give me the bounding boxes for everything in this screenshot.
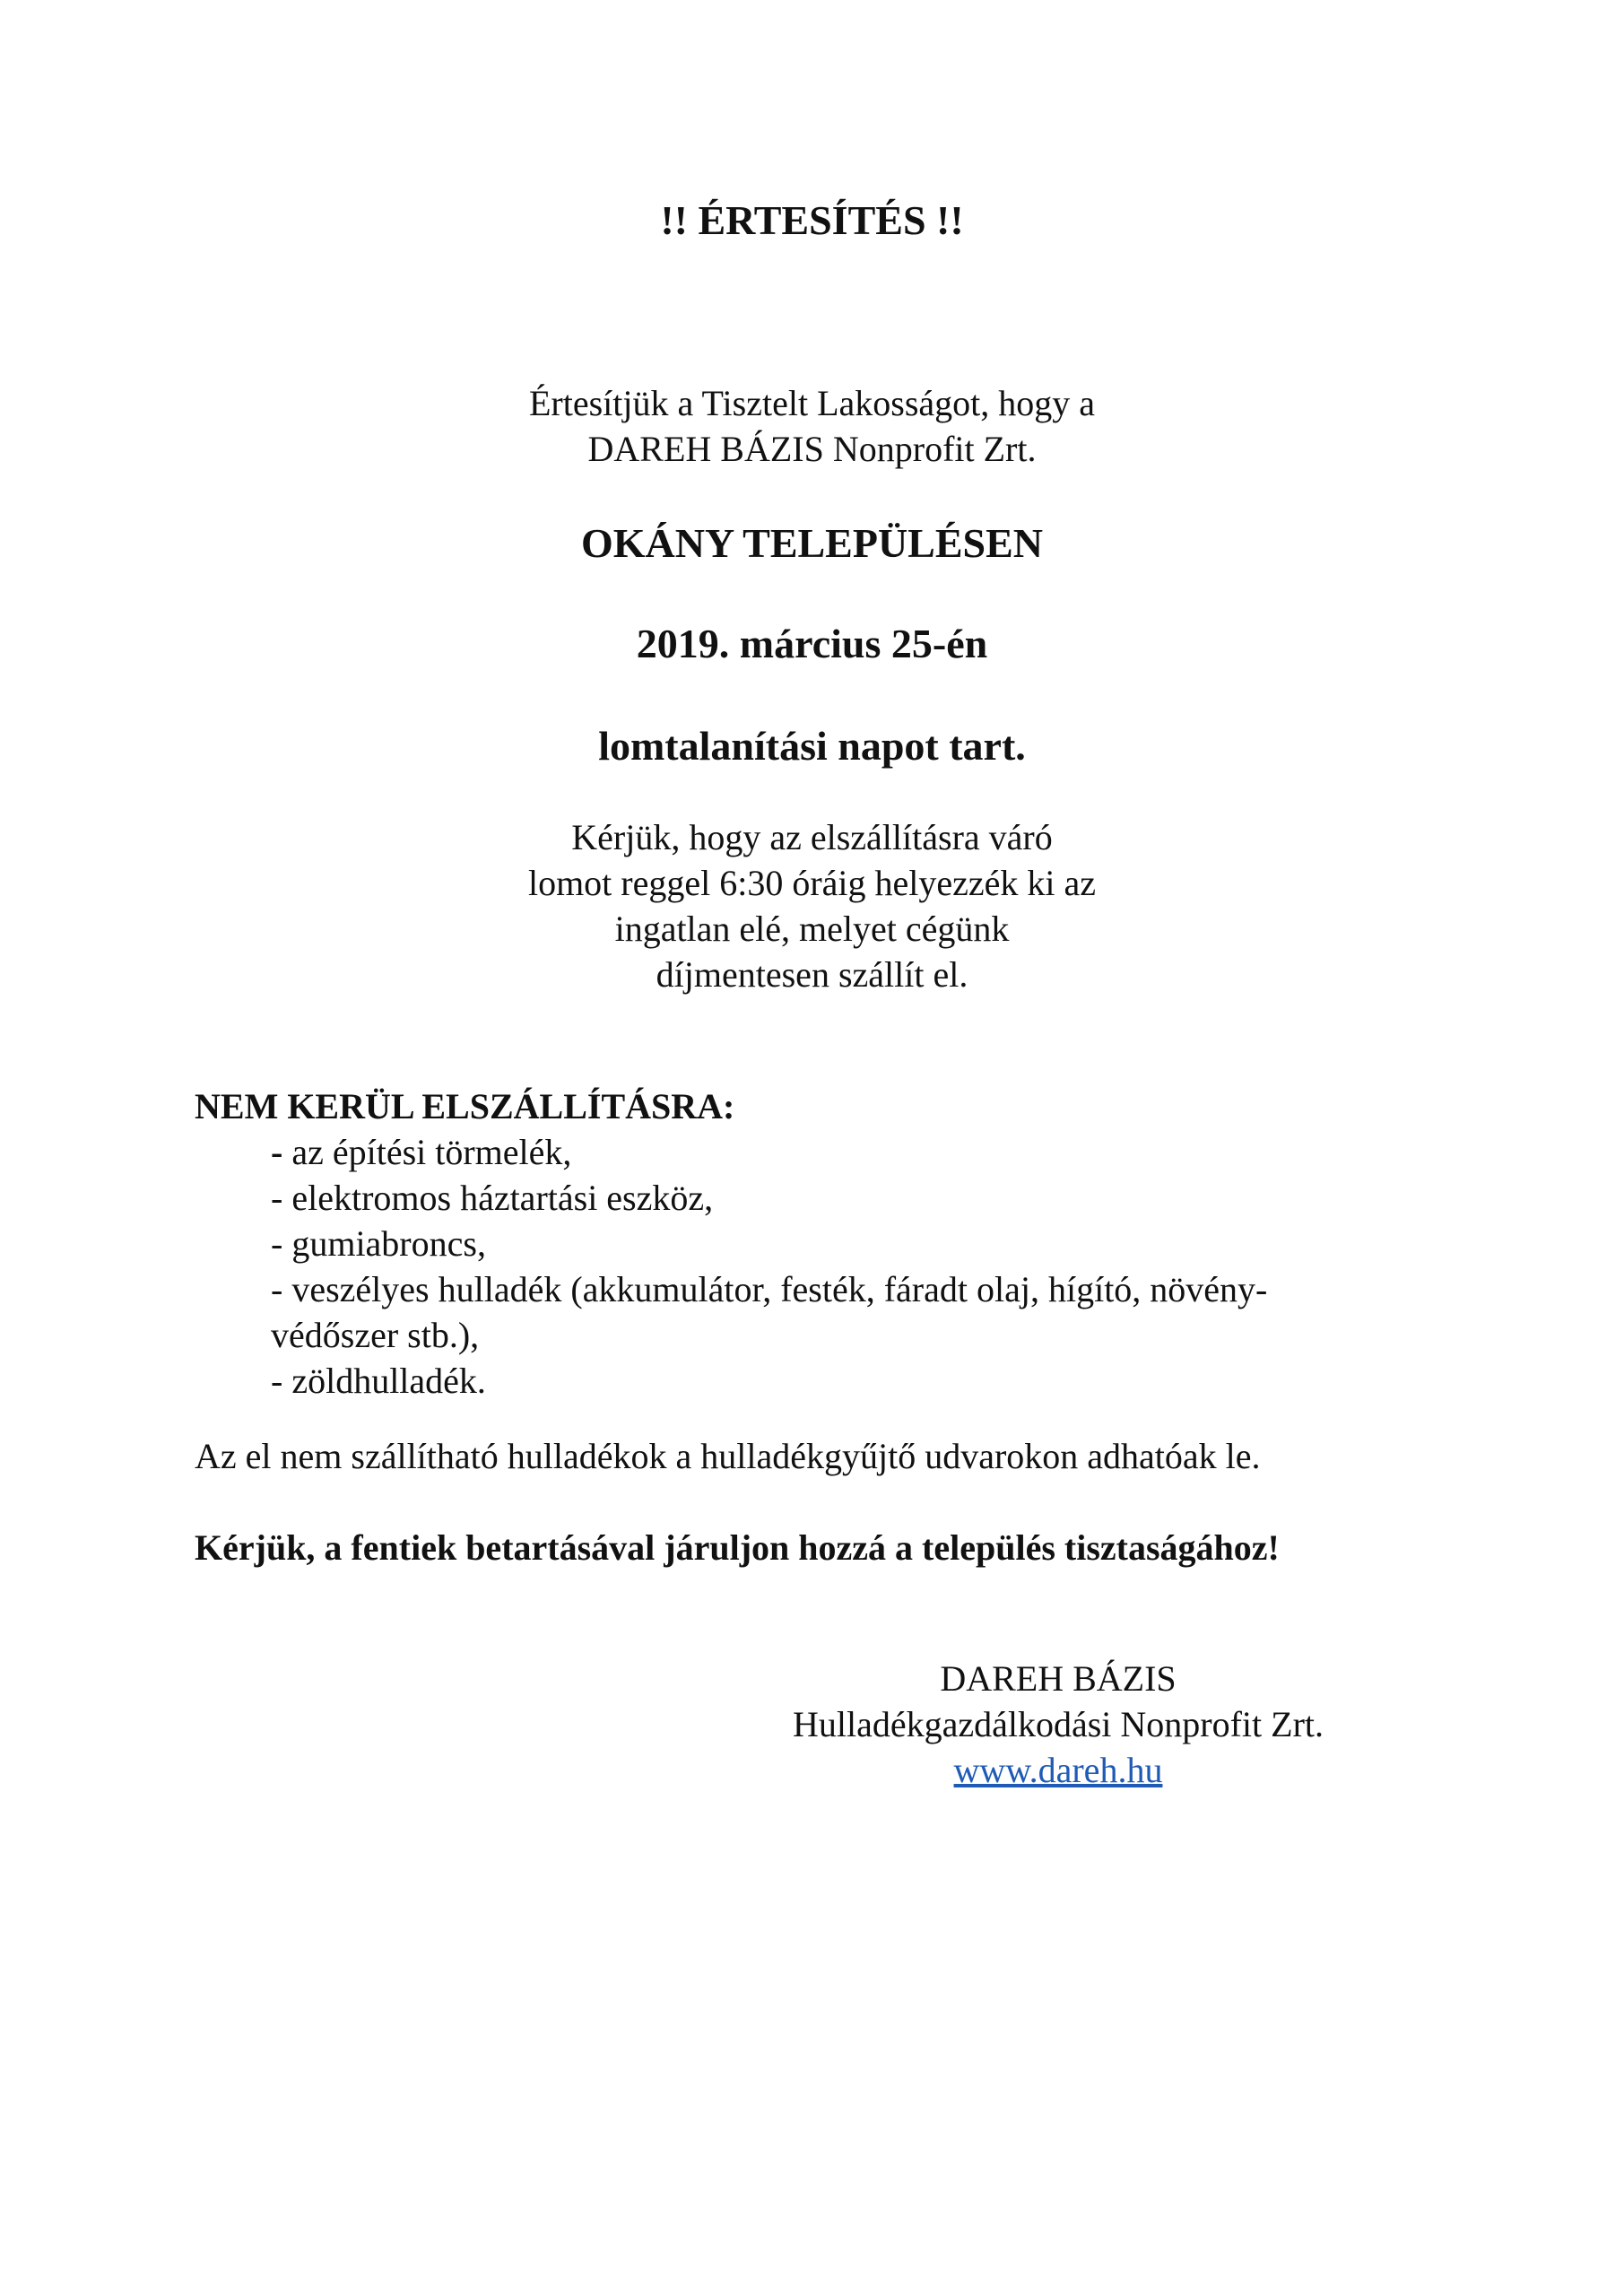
list-item-text: veszélyes hulladék (akkumulátor, festék, fáradt olaj, hígító, növény- (291, 1269, 1268, 1309)
intro-text (0, 380, 1624, 472)
signature-block (744, 1656, 1372, 1793)
list-dash: - (271, 1269, 283, 1309)
list-item (271, 1175, 1544, 1221)
request-line-3: ingatlan elé, melyet cégünk (614, 909, 1010, 949)
exclude-list (195, 1129, 1544, 1404)
list-item-text: zöldhulladék. (291, 1361, 486, 1401)
event-heading: lomtalanítási napot tart. (598, 723, 1026, 769)
list-item-text: gumiabroncs, (291, 1223, 486, 1264)
list-dash: - (271, 1223, 283, 1264)
notice-title: !! ÉRTESÍTÉS !! (660, 197, 964, 243)
list-item-text: elektromos háztartási eszköz, (291, 1178, 714, 1218)
exclude-heading: NEM KERÜL ELSZÁLLÍTÁSRA: (195, 1086, 735, 1126)
date-heading: 2019. március 25-én (636, 621, 988, 666)
signature-line-1: DAREH BÁZIS (940, 1658, 1177, 1699)
list-item (271, 1358, 1544, 1404)
place-heading: OKÁNY TELEPÜLÉSEN (580, 520, 1044, 566)
list-dash: - (271, 1361, 283, 1401)
list-item-continuation: védőszer stb.), (271, 1315, 480, 1355)
intro-line-1: Értesítjük a Tisztelt Lakosságot, hogy a (528, 383, 1096, 423)
request-line-2: lomot reggel 6:30 óráig helyezzék ki az (527, 863, 1097, 903)
website-link[interactable]: www.dareh.hu (953, 1750, 1163, 1790)
request-line-4: díjmentesen szállít el. (656, 954, 968, 995)
intro-line-2: DAREH BÁZIS Nonprofit Zrt. (587, 429, 1037, 469)
list-item (271, 1221, 1544, 1266)
list-dash: - (271, 1132, 283, 1172)
list-dash: - (271, 1178, 283, 1218)
signature-line-2: Hulladékgazdálkodási Nonprofit Zrt. (792, 1704, 1324, 1744)
list-item (271, 1129, 1544, 1175)
request-line-1: Kérjük, hogy az elszállításra váró (571, 817, 1053, 857)
request-text (0, 814, 1624, 997)
list-item-text: az építési törmelék, (291, 1132, 572, 1172)
list-item (271, 1266, 1544, 1312)
closing-text: Kérjük, a fentiek betartásával járuljon hozzá a település tisztaságához! (195, 1527, 1280, 1568)
note-text: Az el nem szállítható hulladékok a hulladékgyűjtő udvarokon adhatóak le. (195, 1436, 1261, 1476)
